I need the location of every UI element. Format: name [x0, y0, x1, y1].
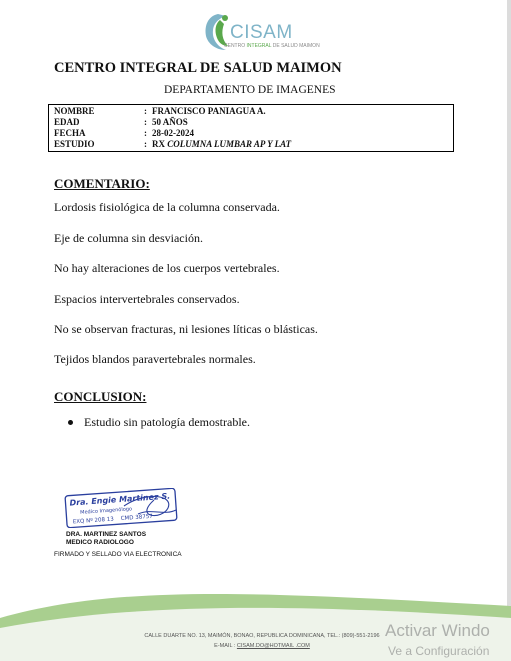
info-label: FECHA — [54, 128, 86, 138]
info-row-estudio — [54, 139, 453, 150]
comentario-line: Espacios intervertebrales conservados. — [54, 292, 240, 306]
page-edge — [507, 0, 511, 661]
comentario-line: Eje de columna sin desviación. — [54, 231, 203, 245]
cisam-logo — [196, 10, 320, 52]
email-link: CISAM.DO@HOTMAIL .COM — [236, 643, 310, 649]
comentario-heading: COMENTARIO: — [54, 176, 150, 191]
info-label: ESTUDIO — [54, 139, 95, 149]
info-colon: : — [144, 128, 147, 138]
windows-watermark-title: Activar Windo — [385, 621, 490, 640]
conclusion-text: Estudio sin patología demostrable. — [84, 415, 250, 429]
info-label: NOMBRE — [54, 106, 95, 116]
stamp-code: CMD 38757 — [120, 513, 153, 523]
info-row-edad — [54, 117, 453, 128]
center-title: CENTRO INTEGRAL DE SALUD MAIMON — [54, 60, 342, 76]
info-colon: : — [144, 106, 147, 116]
stamp-exq: EXQ Nº 208 13 — [72, 516, 115, 526]
doctor-role: MEDICO RADIOLOGO — [66, 539, 134, 546]
info-value: RX COLUMNA LUMBAR AP Y LAT — [152, 139, 292, 149]
department-title: DEPARTAMENTO DE IMAGENES — [164, 84, 336, 96]
conclusion-heading: CONCLUSION: — [54, 389, 147, 404]
info-row-nombre — [54, 106, 453, 117]
footer-address: CALLE DUARTE NO. 13, MAIMÓN, BONAO, REPUBLICA DOMINICANA, TEL.: (809)-551-2196 — [144, 633, 380, 639]
info-colon: : — [144, 117, 147, 127]
comentario-line: Lordosis fisiológica de la columna conservada. — [54, 200, 280, 214]
footer-email: E-MAIL : CISAM.DO@HOTMAIL .COM — [214, 643, 310, 649]
info-value: FRANCISCO PANIAGUA A. — [152, 106, 266, 116]
stamp-name: Dra. Engie Martinez S. — [69, 491, 171, 508]
doctor-stamp — [64, 488, 184, 528]
comentario-line: No se observan fracturas, ni lesiones líticas o blásticas. — [54, 322, 318, 336]
doctor-name: DRA. MARTINEZ SANTOS — [66, 531, 147, 538]
info-colon: : — [144, 139, 147, 149]
logo-subtitle: CENTRO INTEGRAL DE SALUD MAIMON — [224, 43, 320, 49]
info-value: 50 AÑOS — [152, 117, 188, 127]
conclusion-item — [68, 415, 250, 430]
info-value: 28-02-2024 — [152, 128, 194, 138]
stamp-title: Medico Imagenólogo — [80, 506, 133, 516]
windows-watermark-subtitle: Ve a Configuración — [388, 644, 490, 658]
info-label: EDAD — [54, 117, 80, 127]
bullet-icon — [68, 420, 73, 425]
logo-text: CISAM — [230, 22, 293, 43]
info-row-fecha — [54, 128, 453, 139]
comentario-line: No hay alteraciones de los cuerpos vertebrales. — [54, 261, 280, 275]
signature-note: FIRMADO Y SELLADO VIA ELECTRONICA — [54, 551, 182, 558]
comentario-line: Tejidos blandos paravertebrales normales. — [54, 352, 256, 366]
patient-info-box — [48, 104, 454, 152]
